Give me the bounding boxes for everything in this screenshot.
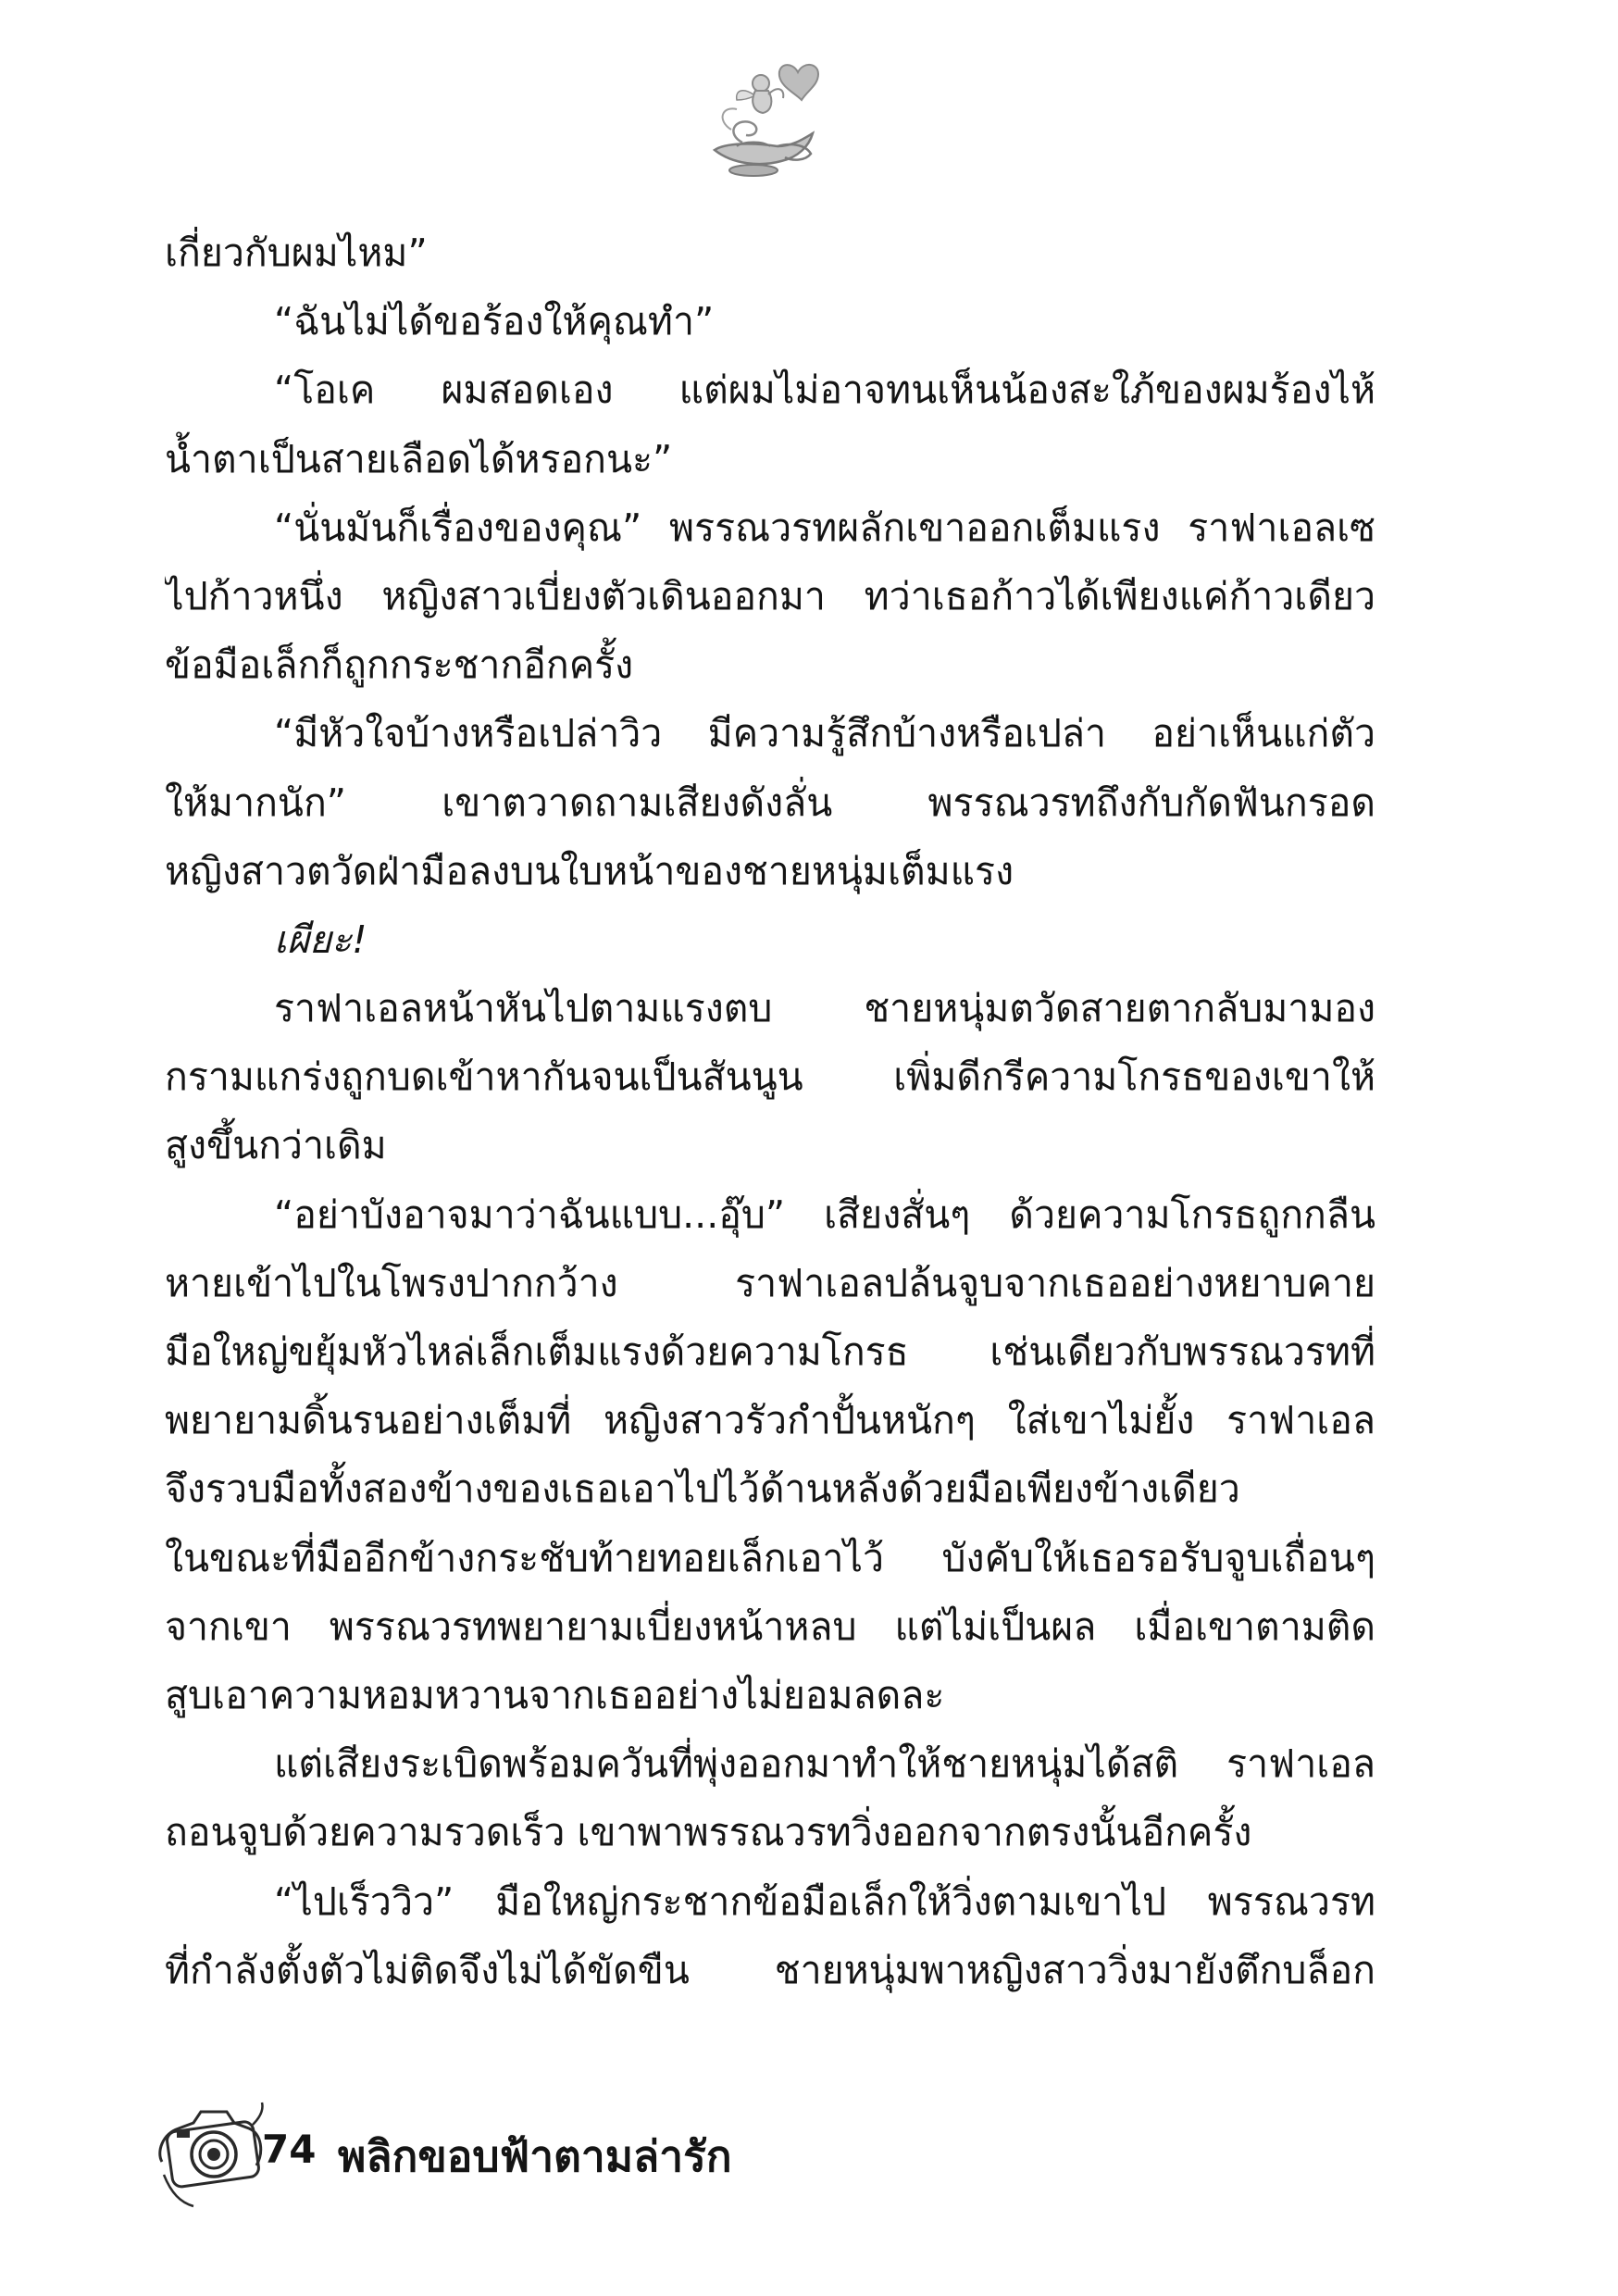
text-line: ข้อมือเล็กก็ถูกกระชากอีกครั้ง bbox=[165, 643, 634, 688]
text-line: ในขณะที่มืออีกข้างกระชับท้ายทอยเล็กเอาไว้ บังคับให้เธอรอรับจูบเถื่อนๆ bbox=[165, 1535, 1375, 1580]
text-line: มือใหญ่ขยุ้มหัวไหล่เล็กเต็มแรงด้วยความโกรธ เช่นเดียวกับพรรณวรทที่ bbox=[165, 1329, 1375, 1374]
page-footer bbox=[153, 2097, 986, 2208]
camera-icon bbox=[153, 2097, 271, 2208]
page-number: 74 bbox=[262, 2127, 317, 2172]
text-line: ราฟาเอลหน้าหันไปตามแรงตบ ชายหนุ่มตวัดสายตากลับมามอง bbox=[274, 986, 1375, 1031]
text-line: สูงขึ้นกว่าเดิม bbox=[165, 1123, 387, 1168]
text-line: ที่กำลังตั้งตัวไม่ติดจึงไม่ได้ขัดขืน ชายหนุ่มพาหญิงสาววิ่งมายังตึกบล็อก bbox=[165, 1947, 1375, 1992]
text-line: “นั่นมันก็เรื่องของคุณ” พรรณวรทผลักเขาออกเต็มแรง ราฟาเอลเซ bbox=[274, 505, 1375, 550]
text-line: “ไปเร็ววิว” มือใหญ่กระชากข้อมือเล็กให้วิ่งตามเขาไป พรรณวรท bbox=[274, 1878, 1375, 1924]
text-line: ถอนจูบด้วยความรวดเร็ว เขาพาพรรณวรทวิ่งออกจากตรงนั้นอีกครั้ง bbox=[165, 1810, 1252, 1855]
text-line: เผียะ! bbox=[274, 917, 367, 962]
text-line: ไปก้าวหนึ่ง หญิงสาวเบี่ยงตัวเดินออกมา ทว่าเธอก้าวได้เพียงแค่ก้าวเดียว bbox=[165, 573, 1375, 618]
text-line: “มีหัวใจบ้างหรือเปล่าวิว มีความรู้สึกบ้างหรือเปล่า อย่าเห็นแก่ตัว bbox=[274, 711, 1375, 756]
text-line: พยายามดิ้นรนอย่างเต็มที่ หญิงสาวรัวกำปั้นหนักๆ ใส่เขาไม่ยั้ง ราฟาเอล bbox=[165, 1398, 1375, 1443]
book-title: พลิกขอบฟ้าตามล่ารัก bbox=[338, 2131, 732, 2181]
text-line: เกี่ยวกับผมไหม” bbox=[165, 231, 428, 275]
text-line: จากเขา พรรณวรทพยายามเบี่ยงหน้าหลบ แต่ไม่เป็นผล เมื่อเขาตามติด bbox=[165, 1603, 1375, 1649]
body-text bbox=[165, 218, 1375, 2004]
text-line: จึงรวบมือทั้งสองข้างของเธอเอาไปไว้ด้านหลังด้วยมือเพียงข้างเดียว bbox=[165, 1466, 1240, 1512]
text-line: “ฉันไม่ได้ขอร้องให้คุณทำ” bbox=[274, 299, 715, 344]
text-line: สูบเอาความหอมหวานจากเธออย่างไม่ยอมลดละ bbox=[165, 1672, 945, 1717]
text-line: แต่เสียงระเบิดพร้อมควันที่พุ่งออกมาทำให้ชายหนุ่มได้สติ ราฟาเอล bbox=[274, 1741, 1375, 1787]
text-line: “อย่าบังอาจมาว่าฉันแบบ...อุ๊บ” เสียงสั่นๆ ด้วยความโกรธถูกกลืน bbox=[274, 1192, 1375, 1237]
text-line: “โอเค ผมสอดเอง แต่ผมไม่อาจทนเห็นน้องสะใภ้ของผมร้องไห้ bbox=[274, 368, 1375, 413]
text-line: หญิงสาวตวัดฝ่ามือลงบนใบหน้าของชายหนุ่มเต็มแรง bbox=[165, 848, 1014, 893]
cupid-lamp-ornament-icon bbox=[689, 54, 837, 183]
text-line: ให้มากนัก” เขาตวาดถามเสียงดังลั่น พรรณวรทถึงกับกัดฟันกรอด bbox=[165, 780, 1375, 825]
text-line: น้ำตาเป็นสายเลือดได้หรอกนะ” bbox=[165, 436, 673, 481]
text-line: หายเข้าไปในโพรงปากกว้าง ราฟาเอลปล้นจูบจากเธออย่างหยาบคาย bbox=[165, 1260, 1375, 1305]
text-line: กรามแกร่งถูกบดเข้าหากันจนเป็นสันนูน เพิ่มดีกรีความโกรธของเขาให้ bbox=[165, 1054, 1375, 1100]
